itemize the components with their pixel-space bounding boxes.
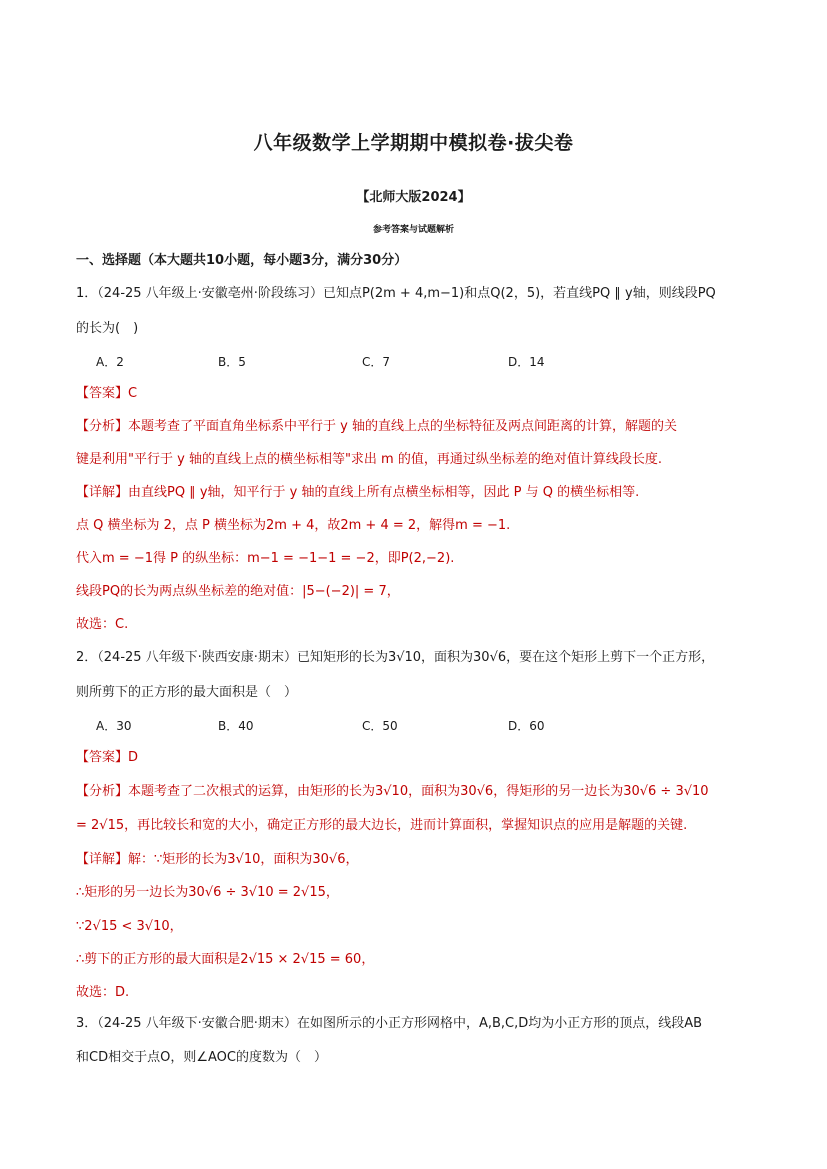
q2-analysis-line2: = 2√15，再比较长和宽的大小，确定正方形的最大边长，进而计算面积，掌握知识点的应用是解题的关键. — [76, 818, 688, 833]
q2-detail-line1: 【详解】解：∵矩形的长为3√10，面积为30√6， — [76, 852, 359, 867]
q2-stem-line2: 则所剪下的正方形的最大面积是（ ） — [76, 685, 298, 700]
q1-detail-line2: 点 Q 横坐标为 2，点 P 横坐标为2m + 4，故2m + 4 = 2，解得m = −1. — [76, 518, 511, 533]
q1-detail-line5: 故选：C. — [76, 617, 129, 632]
page-title: 八年级数学上学期期中模拟卷·拔尖卷 — [253, 132, 574, 154]
q1-option-b: B．5 — [218, 355, 246, 369]
q1-detail-line3: 代入m = −1得 P 的纵坐标：m−1 = −1−1 = −2，即P(2,−2). — [76, 551, 455, 566]
q2-analysis-line1: 【分析】本题考查了二次根式的运算，由矩形的长为3√10，面积为30√6，得矩形的另一边长为30√6 ÷ 3√10 — [76, 784, 709, 799]
q1-option-d: D．14 — [508, 355, 545, 369]
q2-detail-line4: ∴剪下的正方形的最大面积是2√15 × 2√15 = 60， — [76, 952, 375, 967]
q1-answer: 【答案】C — [76, 386, 138, 401]
q1-option-a: A．2 — [96, 355, 124, 369]
q1-detail-line1: 【详解】由直线PQ ∥ y轴，知平行于 y 轴的直线上所有点横坐标相等，因此 P 与 Q 的横坐标相等. — [76, 485, 640, 500]
q1-analysis-line2: 键是利用"平行于 y 轴的直线上点的横坐标相等"求出 m 的值，再通过纵坐标差的绝对值计算线段长度. — [76, 452, 662, 467]
q1-option-c: C．7 — [362, 355, 391, 369]
section-heading: 一、选择题（本大题共10小题，每小题3分，满分30分） — [76, 253, 408, 268]
q2-option-b: B．40 — [218, 719, 254, 733]
q2-detail-line3: ∵2√15 < 3√10， — [76, 919, 183, 934]
q2-stem-line1: 2．（24-25 八年级下·陕西安康·期末）已知矩形的长为3√10，面积为30√6，要在这个矩形上剪下一个正方形， — [76, 650, 715, 665]
q1-analysis-line1: 【分析】本题考查了平面直角坐标系中平行于 y 轴的直线上点的坐标特征及两点间距离的计算，解题的关 — [76, 419, 677, 434]
q1-stem-line1: 1．（24-25 八年级上·安徽亳州·阶段练习）已知点P(2m + 4,m−1)和点Q(2，5)，若直线PQ ∥ y轴，则线段PQ — [76, 286, 716, 301]
q2-answer: 【答案】D — [76, 750, 139, 765]
q3-stem-line2: 和CD相交于点O，则∠AOC的度数为（ ） — [76, 1050, 327, 1065]
edition-label: 【北师大版2024】 — [356, 190, 471, 205]
q2-detail-line5: 故选：D. — [76, 985, 130, 1000]
q2-option-c: C．50 — [362, 719, 398, 733]
q3-stem-line1: 3．（24-25 八年级下·安徽合肥·期末）在如图所示的小正方形网格中，A,B,C,D均为小正方形的顶点，线段AB — [76, 1016, 703, 1031]
q2-detail-line2: ∴矩形的另一边长为30√6 ÷ 3√10 = 2√15， — [76, 885, 339, 900]
q2-option-d: D．60 — [508, 719, 545, 733]
subtitle: 参考答案与试题解析 — [372, 225, 454, 235]
q1-stem-line2: 的长为( ) — [76, 321, 139, 336]
q2-option-a: A．30 — [96, 719, 132, 733]
q1-detail-line4: 线段PQ的长为两点纵坐标差的绝对值：|5−(−2)| = 7， — [76, 584, 400, 599]
